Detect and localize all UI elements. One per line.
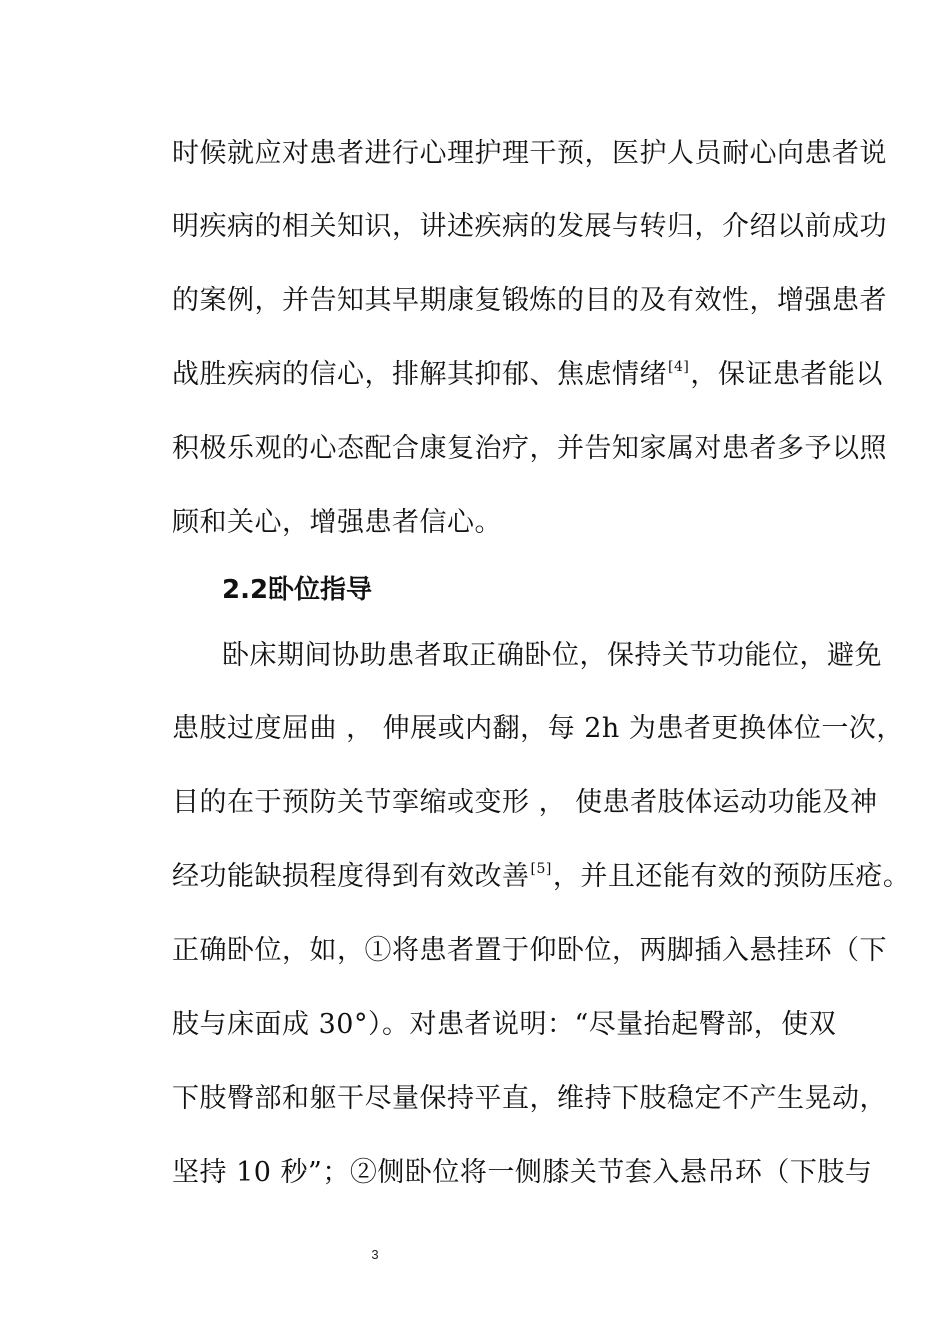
line-text: 经功能缺损程度得到有效改善 [172, 861, 530, 892]
paragraph-line-with-citation [172, 357, 883, 393]
citation-5: [5] [530, 861, 552, 877]
page-number [0, 1247, 950, 1262]
paragraph-line-with-citation [172, 859, 910, 895]
paragraph-line: 肢与床面成 30°）。对患者说明：“尽量抬起臀部，使双 [172, 1009, 837, 1040]
page-number-text: 3 [371, 1247, 379, 1262]
paragraph-line: 下肢臀部和躯干尽量保持平直，维持下肢稳定不产生晃动， [172, 1083, 887, 1114]
paragraph-line: 积极乐观的心态配合康复治疗，并告知家属对患者多予以照 [172, 433, 887, 464]
paragraph-line: 时候就应对患者进行心理护理干预，医护人员耐心向患者说 [172, 138, 887, 169]
paragraph-line: 的案例，并告知其早期康复锻炼的目的及有效性，增强患者 [172, 285, 887, 316]
paragraph-line: 正确卧位，如，①将患者置于仰卧位，两脚插入悬挂环（下 [172, 935, 887, 966]
paragraph-line: 患肢过度屈曲 ， 伸展或内翻，每 2h 为患者更换体位一次， [172, 713, 904, 744]
paragraph-line: 顾和关心，增强患者信心。 [172, 507, 502, 538]
line-text: ，保证患者能以 [690, 359, 883, 390]
line-text: 战胜疾病的信心，排解其抑郁、焦虑情绪 [172, 359, 667, 390]
section-heading: 2.2卧位指导 [222, 575, 373, 605]
paragraph-line: 目的在于预防关节挛缩或变形 ， 使患者肢体运动功能及神 [172, 787, 878, 818]
citation-4: [4] [668, 359, 690, 375]
paragraph-line: 坚持 10 秒”；②侧卧位将一侧膝关节套入悬吊环（下肢与 [172, 1157, 873, 1188]
paragraph-line: 卧床期间协助患者取正确卧位，保持关节功能位，避免 [222, 640, 882, 671]
line-text: ，并且还能有效的预防压疮。 [552, 861, 911, 892]
paragraph-line: 明疾病的相关知识，讲述疾病的发展与转归，介绍以前成功 [172, 211, 887, 242]
